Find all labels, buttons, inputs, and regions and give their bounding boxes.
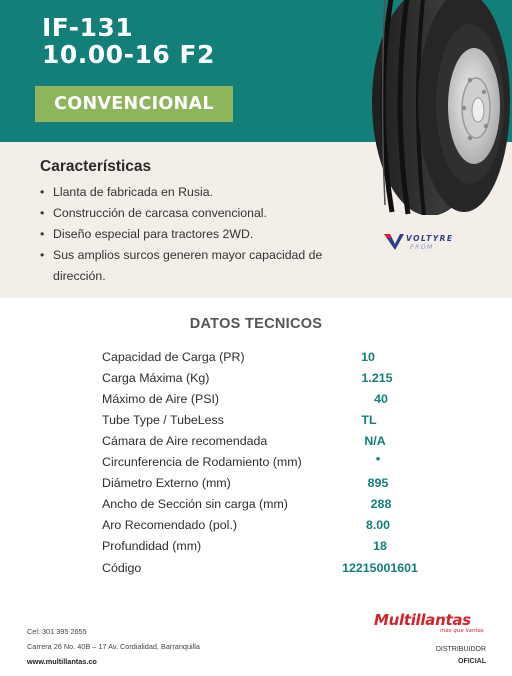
spec-label: Capacidad de Carga (PR): [102, 350, 245, 364]
features-title: Características: [40, 158, 152, 175]
spec-value: 40: [374, 392, 388, 406]
spec-row: [0, 368, 512, 389]
brand-logo: [384, 232, 464, 256]
spec-value: •: [375, 452, 381, 466]
spec-row: [0, 410, 512, 431]
product-title: [42, 14, 215, 68]
spec-row: [0, 431, 512, 452]
spec-value: 1.215: [361, 371, 393, 385]
spec-value: 18: [373, 539, 387, 553]
spec-label: Código: [102, 561, 142, 575]
tire-size: 10.00-16 F2: [42, 40, 215, 69]
spec-label: Aro Recomendado (pol.): [102, 518, 237, 532]
feature-item: • Diseño especial para tractores 2WD.: [40, 224, 340, 245]
feature-item: • Sus amplios surcos generen mayor capacidad de dirección.: [40, 245, 340, 287]
multillantas-logo: [372, 611, 492, 637]
distributor-text: DISTRIBUIDOR: [435, 646, 486, 653]
spec-value: TL: [361, 413, 377, 427]
spec-row: [0, 347, 512, 368]
spec-label: Tube Type / TubeLess: [102, 413, 224, 427]
spec-label: Cámara de Aire recomendada: [102, 434, 268, 448]
spec-value: 8.00: [365, 518, 391, 532]
spec-value: 288: [370, 497, 392, 511]
brand-sub: PROM: [410, 244, 434, 251]
spec-label: Circunferencia de Rodamiento (mm): [102, 455, 302, 469]
spec-label: Diámetro Externo (mm): [102, 476, 231, 490]
logo-name: Multillantas: [374, 611, 471, 629]
feature-item: • Llanta de fabricada en Rusia.: [40, 182, 340, 203]
spec-row: [0, 473, 512, 494]
voltyre-logo-icon: [384, 232, 404, 250]
brand-name: VOLTYRE: [406, 234, 454, 243]
feature-item: • Construcción de carcasa convencional.: [40, 203, 340, 224]
features-list: [40, 182, 340, 287]
tire-image: [352, 0, 512, 215]
spec-row: [0, 494, 512, 515]
model-name: IF-131: [42, 13, 134, 42]
phone-text: Cel: 301 395 2655: [27, 627, 87, 636]
contact-info: [27, 624, 200, 669]
specs-title: DATOS TECNICOS: [189, 316, 323, 332]
spec-value: 10: [361, 350, 375, 364]
official-text: OFICIAL: [458, 658, 486, 665]
spec-row: [0, 536, 512, 557]
spec-value: 895: [367, 476, 389, 490]
logo-tagline: más que llantas: [440, 628, 484, 634]
spec-label: Máximo de Aire (PSI): [102, 392, 220, 406]
spec-value: 12215001601: [342, 561, 418, 575]
spec-label: Profundidad (mm): [102, 539, 202, 553]
spec-value: N/A: [364, 434, 386, 448]
spec-row: [0, 389, 512, 410]
distributor-label: [416, 644, 486, 668]
spec-label: Carga Máxima (Kg): [102, 371, 210, 385]
spec-row: [0, 558, 512, 579]
website-link[interactable]: www.multillantas.co: [27, 657, 97, 666]
spec-row: [0, 515, 512, 536]
address-text: Carrera 26 No. 40B – 17 Av. Cordialidad, Barranquilla: [27, 642, 200, 651]
spec-label: Ancho de Sección sin carga (mm): [102, 497, 288, 511]
category-badge: CONVENCIONAL: [35, 86, 233, 122]
spec-row: [0, 452, 512, 473]
